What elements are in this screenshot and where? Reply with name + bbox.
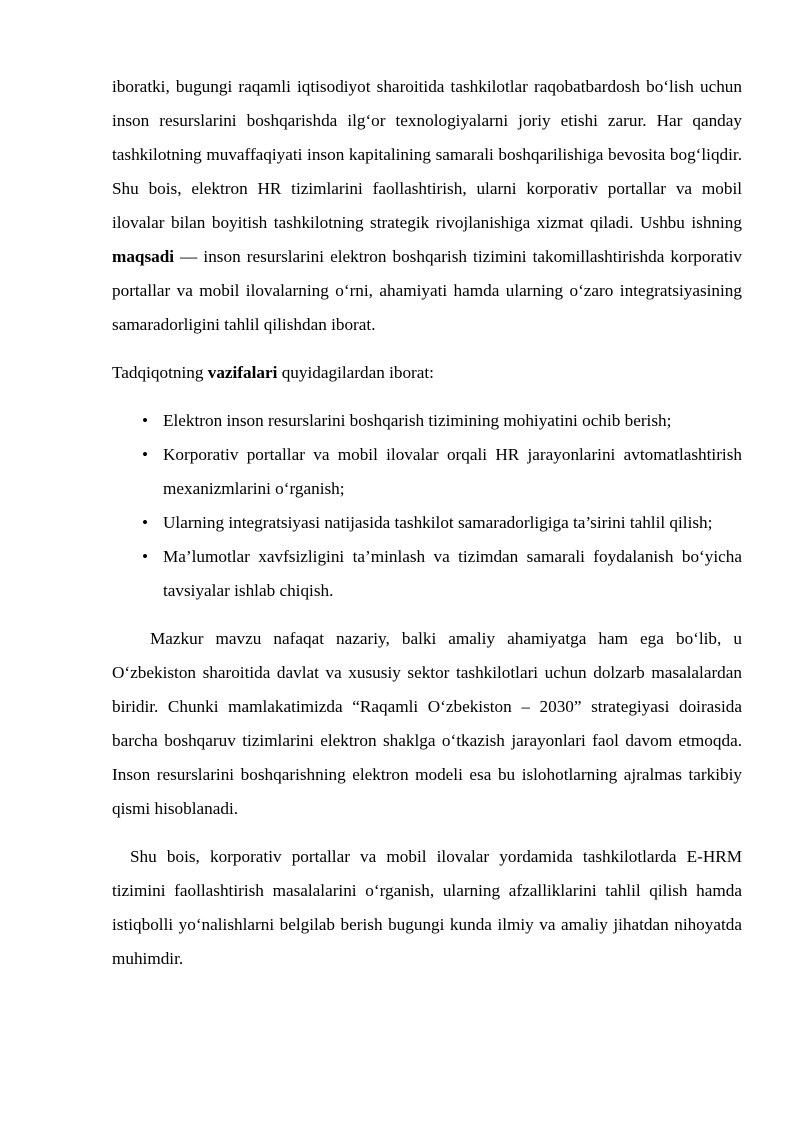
bullet-icon: • [141, 411, 149, 430]
tasks-lead-in-text-before-bold: Tadqiqotning [112, 363, 208, 382]
emphasis-maqsadi: maqsadi [112, 247, 175, 266]
bullet-icon: • [141, 547, 149, 566]
paragraph-introduction [112, 70, 742, 342]
document-body [112, 70, 742, 976]
paragraph-significance: Mazkur mavzu nafaqat nazariy, balki amaliy ahamiyatga ham ega boʻlib, u Oʻzbekiston sharoitida davlat va xususiy sektor tashkilotlari uchun dolzarb masalalardan biridir. Chunki mamlakatimizda “Raqamli Oʻzbekiston – 2030” strategiyasi doirasida barcha boshqaruv tizimlarini elektron shaklga oʻtkazish jarayonlari faol davom etmoqda. Inson resurslarini boshqarishning elektron modeli esa bu islohotlarning ajralmas tarkibiy qismi hisoblanadi. [112, 629, 742, 818]
list-item [112, 540, 742, 608]
task-list [112, 404, 742, 608]
emphasis-vazifalari: vazifalari [207, 363, 278, 382]
tasks-lead-in-text-after-bold: quyidagilardan iborat: [277, 363, 434, 382]
list-item [112, 404, 742, 438]
paragraph-conclusion: Shu bois, korporativ portallar va mobil ilovalar yordamida tashkilotlarda E-HRM tizimini faollashtirish masalalarini oʻrganish, ularning afzalliklarini tahlil qilish hamda istiqbolli yoʻnalishlarni belgilab berish bugungi kunda ilmiy va amaliy jihatdan nihoyatda muhimdir. [112, 847, 742, 968]
paragraph-introduction-text-before-bold: iboratki, bugungi raqamli iqtisodiyot sharoitida tashkilotlar raqobatbardosh boʻlish uchun inson resurslarini boshqarishda ilgʻor texnologiyalarni joriy etishi zarur. Har qanday tashkilotning muvaffaqiyati inson kapitalining samarali boshqarilishiga bevosita bogʻliqdir. Shu bois, elektron HR tizimlarini faollashtirish, ularni korporativ portallar va mobil ilovalar bilan boyitish tashkilotning strategik rivojlanishiga xizmat qiladi. Ushbu ishning [112, 77, 742, 232]
paragraph-tasks-lead-in [112, 356, 742, 390]
list-item-text: Korporativ portallar va mobil ilovalar orqali HR jarayonlarini avtomatlashtirish mexanizmlarini oʻrganish; [163, 445, 742, 498]
list-item [112, 438, 742, 506]
list-item-text: Elektron inson resurslarini boshqarish tizimining mohiyatini ochib berish; [163, 411, 672, 430]
list-item [112, 506, 742, 540]
bullet-icon: • [141, 445, 149, 464]
list-item-text: Ma’lumotlar xavfsizligini ta’minlash va tizimdan samarali foydalanish boʻyicha tavsiyalar ishlab chiqish. [163, 547, 742, 600]
list-item-text: Ularning integratsiyasi natijasida tashkilot samaradorligiga ta’sirini tahlil qilish; [163, 513, 713, 532]
paragraph-introduction-text-after-bold: — inson resurslarini elektron boshqarish tizimini takomillashtirishda korporativ portallar va mobil ilovalarning oʻrni, ahamiyati hamda ularning oʻzaro integratsiyasining samaradorligini tahlil qilishdan iborat. [112, 247, 742, 334]
bullet-icon: • [141, 513, 149, 532]
